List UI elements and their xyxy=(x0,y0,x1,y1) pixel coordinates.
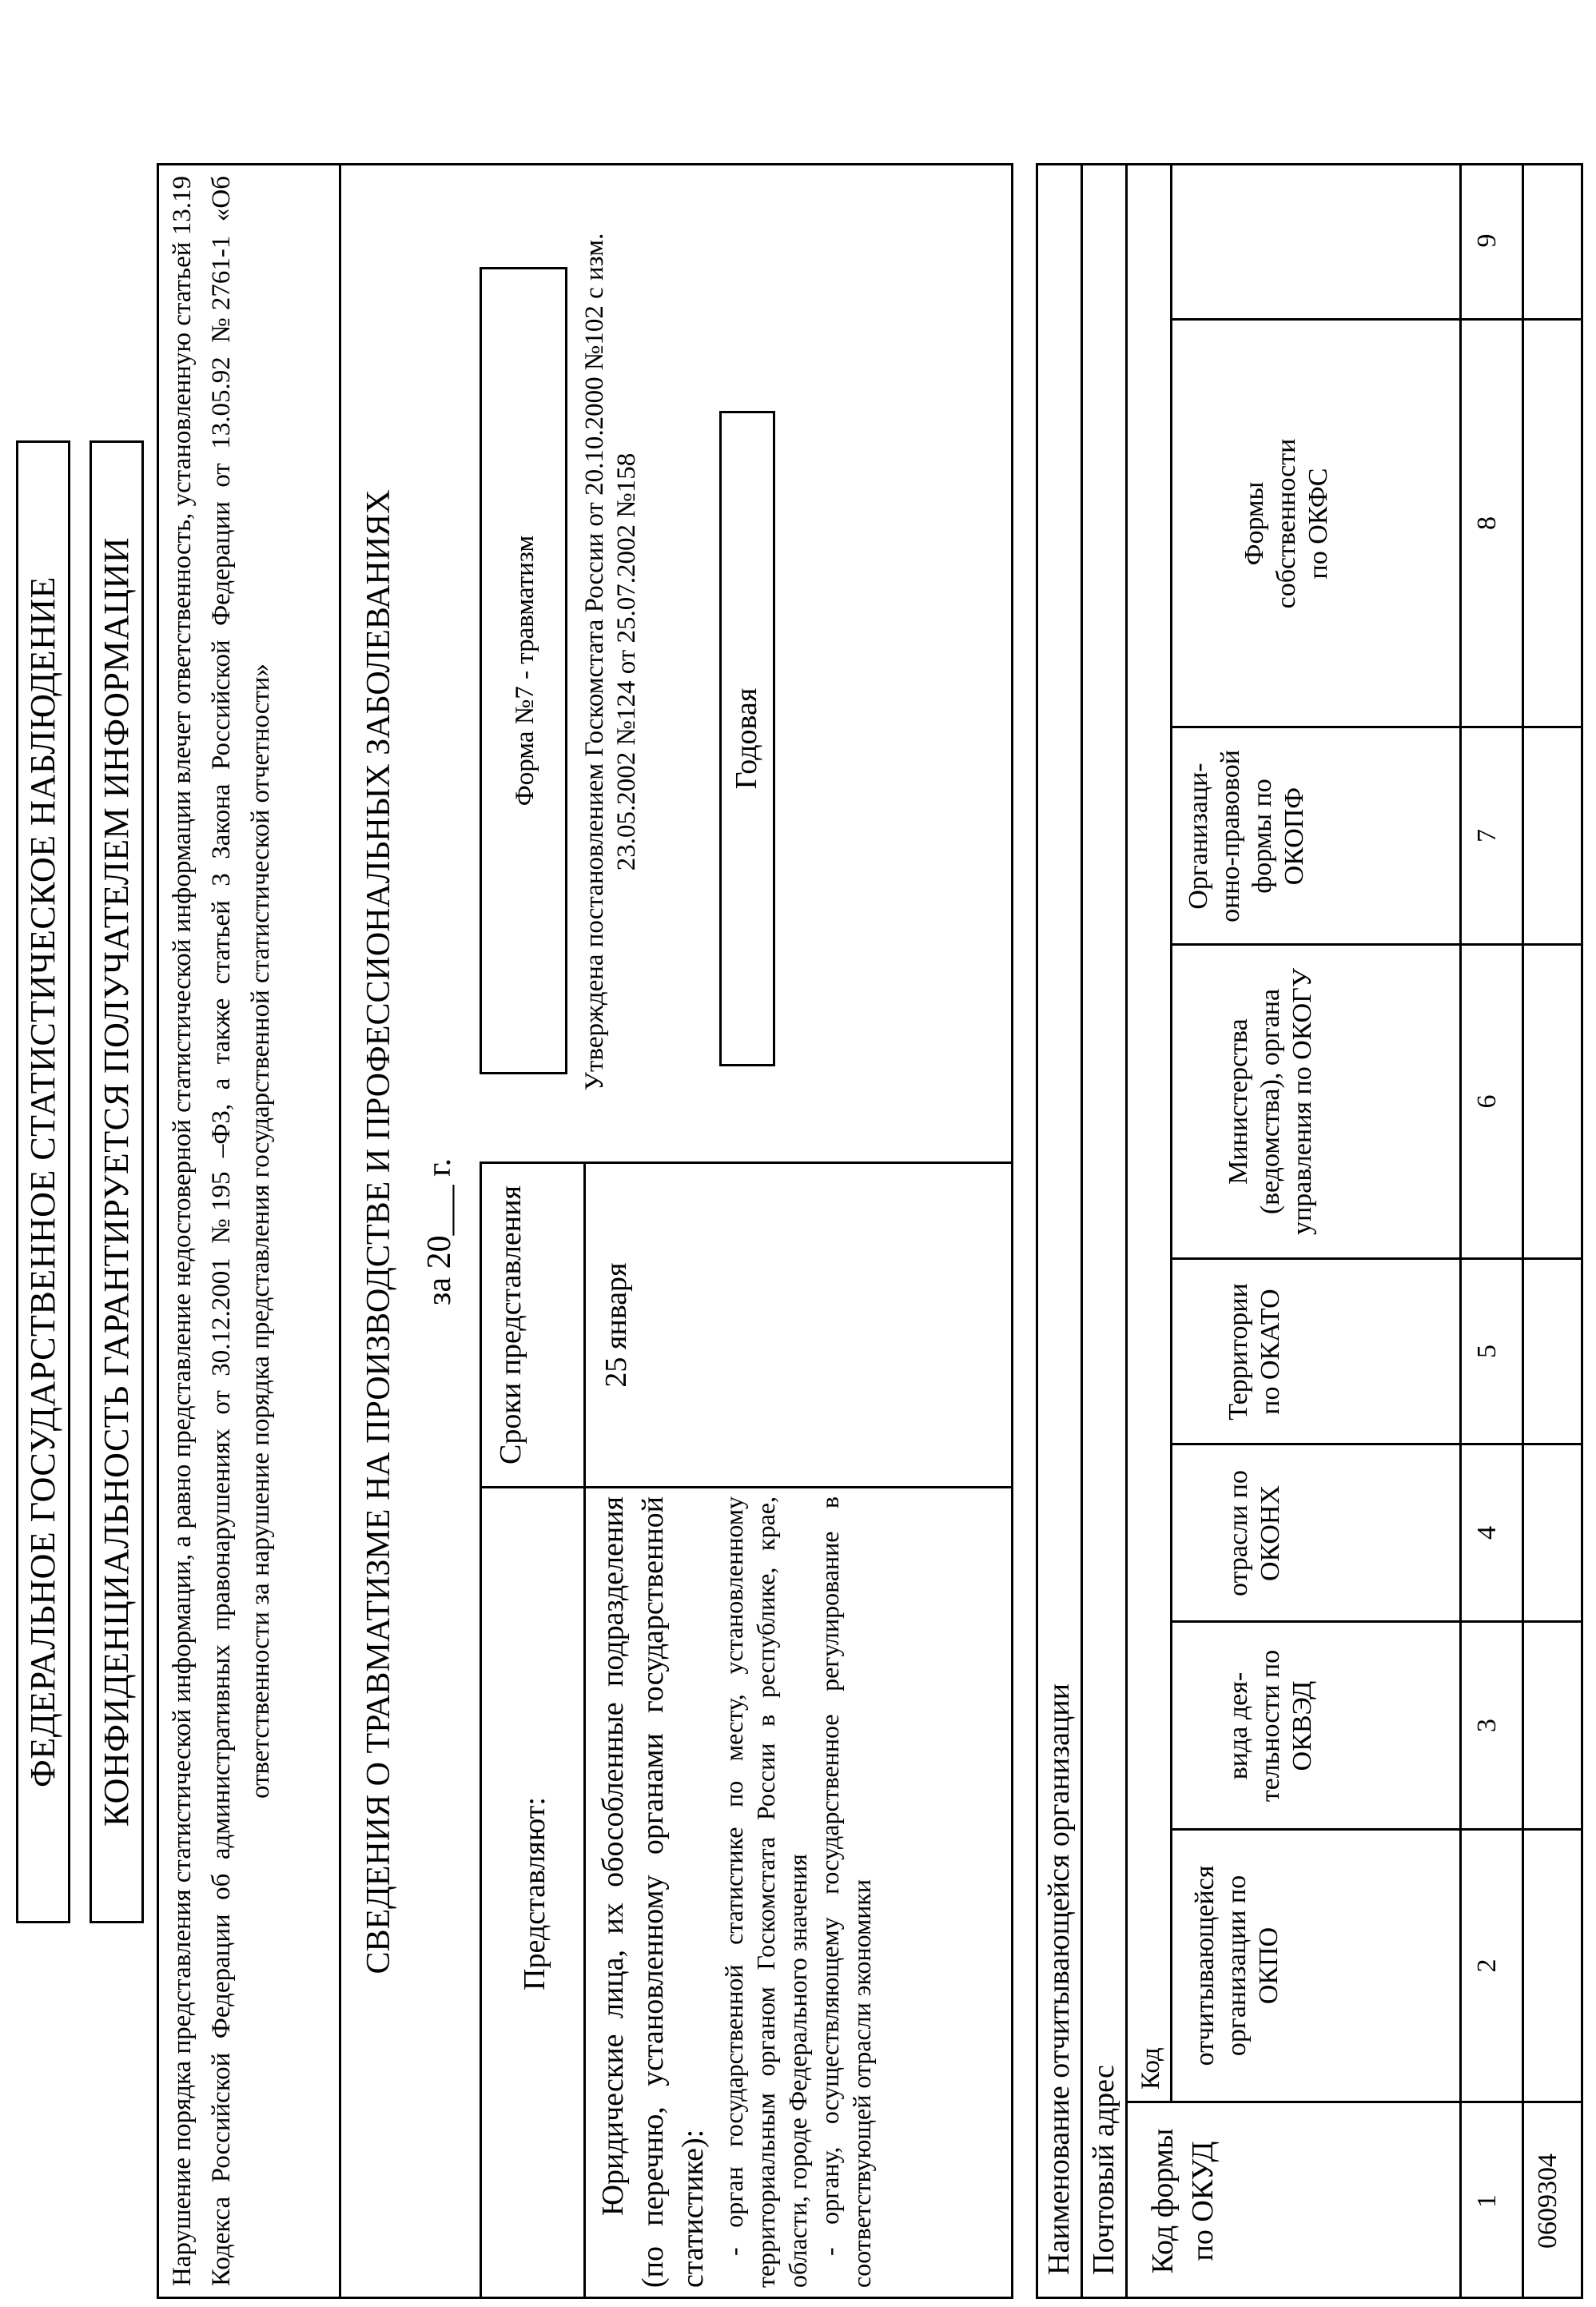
report-period: за 20___ г. xyxy=(421,1157,458,1306)
title-divider xyxy=(480,1164,482,2299)
postal-address-line xyxy=(1125,163,1128,2299)
col-number-2: 2 xyxy=(1472,1958,1502,1973)
confidential-banner: КОНФИДЕНЦИАЛЬНОСТЬ ГАРАНТИРУЕТСЯ ПОЛУЧАТЕЛЕМ ИНФОРМАЦИИ xyxy=(90,440,144,1923)
col-line-8 xyxy=(1172,318,1583,321)
org-name-line xyxy=(1081,163,1083,2299)
liability-notice: Нарушение порядка представления статистической информации, а равно представление недостоверной статистической информации влечет ответственность, установленную статьей 13.19 Кодекса Российской Федерации об административных правонарушениях от 30.12.2001 №195 –ФЗ, а также статьей 3 Закона Российской Федерации от 13.05.92 №2761-1 «Об ответственности за нарушение порядка представления государственной статистической отчетности» xyxy=(168,176,275,2286)
col-number-7: 7 xyxy=(1472,829,1502,843)
federal-banner: ФЕДЕРАЛЬНОЕ ГОСУДАРСТВЕННОЕ СТАТИСТИЧЕСКОЕ НАБЛЮДЕНИЕ xyxy=(16,440,70,1923)
notice-divider xyxy=(339,163,341,2299)
col-line-3 xyxy=(1172,1620,1583,1623)
submitters-lead: Юридические лица, их обособленные подразделения (по перечню, установленному органами государственной статистике): xyxy=(596,1496,710,2288)
okud-code-value: 0609304 xyxy=(1533,2154,1562,2249)
org-name-label: Наименование отчитывающейся организации xyxy=(1042,1683,1076,2275)
code-label: Код xyxy=(1136,2047,1165,2090)
deadline-header: Сроки представления xyxy=(494,1185,527,1464)
okfs-header: Формы собственности по ОКФС xyxy=(1240,438,1333,609)
okogu-header: Министерства (ведомства), органа управления по ОКОГУ xyxy=(1224,968,1317,1235)
col-line-1 xyxy=(1128,2101,1583,2103)
okogu-value-cell[interactable] xyxy=(1524,946,1583,1257)
col-number-5: 5 xyxy=(1472,1345,1502,1358)
deadline-value: 25 января xyxy=(599,1262,633,1388)
form-approval: Утверждена постановлением Госкомстата России от 20.10.2000 №102 с изм. 23.05.2002 №124 от 25.07.2002 №158 xyxy=(580,233,641,1091)
okved-value-cell[interactable] xyxy=(1524,1623,1583,1828)
okato-value-cell[interactable] xyxy=(1524,1260,1583,1443)
okopf-value-cell[interactable] xyxy=(1524,728,1583,943)
postal-address-label: Почтовый адрес xyxy=(1087,2065,1120,2275)
col-line-6 xyxy=(1172,943,1583,946)
okved-header: вида деятельности по ОКВЭД xyxy=(1224,1649,1317,1803)
col-number-6: 6 xyxy=(1472,1094,1502,1109)
submitters-text xyxy=(593,1496,1009,2288)
okonh-value-cell[interactable] xyxy=(1524,1445,1583,1620)
form-number-box: Форма №7 - травматизм xyxy=(480,267,567,1074)
col-number-9: 9 xyxy=(1472,233,1502,248)
okopf-header: Организационно-правовой формы по ОКОПФ xyxy=(1184,750,1309,922)
submitters-header-divider xyxy=(583,1164,586,2299)
okonh-header: отрасли по ОКОНХ xyxy=(1224,1470,1285,1596)
col-line-2 xyxy=(1172,1828,1583,1831)
col-number-3: 3 xyxy=(1472,1719,1502,1732)
form-periodicity: Годовая xyxy=(719,411,775,1066)
okud-header: Код формы по ОКУД xyxy=(1146,2128,1220,2274)
submitters-header: Представляют: xyxy=(518,1797,551,1990)
submitters-item-2: - органу, осуществляющему государственное регулирование в соответствующей отрасли экономики xyxy=(815,1496,876,2288)
col9-value-cell[interactable] xyxy=(1524,163,1583,318)
col-number-1: 1 xyxy=(1472,2194,1502,2208)
submitters-item-1: - орган государственной статистике по месту, установленному территориальным органом Госкомстата России в республике, крае, области, городе Федерального значения xyxy=(719,1496,812,2288)
code-label-line xyxy=(1170,163,1172,2103)
number-row-top xyxy=(1459,163,1462,2299)
col-number-4: 4 xyxy=(1472,1526,1502,1540)
col-line-7 xyxy=(1172,726,1583,728)
col-line-5 xyxy=(1172,1257,1583,1260)
col-line-4 xyxy=(1172,1443,1583,1445)
col-number-8: 8 xyxy=(1472,516,1502,530)
okfs-value-cell[interactable] xyxy=(1524,321,1583,726)
okato-header: Территории по ОКАТО xyxy=(1224,1283,1285,1420)
okpo-header: отчитывающейся организации по ОКПО xyxy=(1190,1865,1284,2066)
okpo-value-cell[interactable] xyxy=(1524,1831,1583,2101)
form-title: СВЕДЕНИЯ О ТРАВМАТИЗМЕ НА ПРОИЗВОДСТВЕ И ПРОФЕССИОНАЛЬНЫХ ЗАБОЛЕВАНИЯХ xyxy=(360,489,397,1974)
